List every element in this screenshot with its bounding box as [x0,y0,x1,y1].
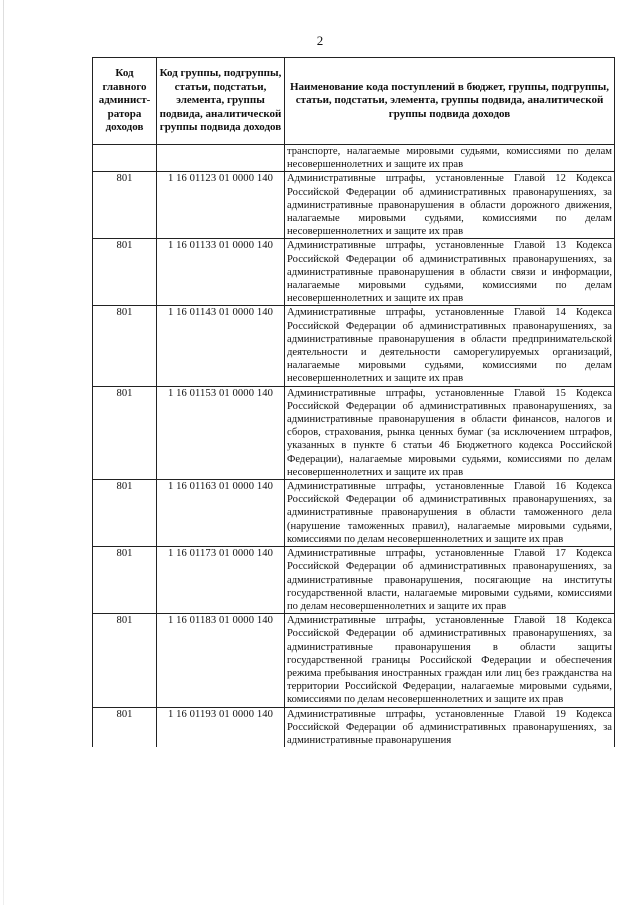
admin-code-cell: 801 [93,547,157,614]
page-number: 2 [316,33,324,48]
admin-code-cell: 801 [93,707,157,747]
revenue-name-cell: Административные штрафы, установленные Главой 19 Кодекса Российской Федерации об административных правонарушениях, за административные правонарушения [285,707,615,747]
table-row [93,480,615,547]
revenue-code-cell: 1 16 01123 01 0000 140 [157,172,285,239]
admin-code-cell: 801 [93,614,157,707]
admin-code-cell: 801 [93,172,157,239]
revenue-name-cell: Административные штрафы, установленные Главой 18 Кодекса Российской Федерации об административных правонарушениях, за административные правонарушения в области защиты государственной границы Российской Федерации и обеспечения режима пребывания иностранных граждан или лиц без гражданства на территории Российской Федерации, налагаемые мировыми судьями, комиссиями по делам несовершеннолетних и защите их прав [285,614,615,707]
continuation-code-cell [157,145,285,172]
header-name: Наименование кода поступлений в бюджет, группы, подгруппы, статьи, подстатьи, элемента, группы подвида, аналитической группы подвида доходов [285,58,615,145]
table-row [93,239,615,306]
table-row [93,386,615,479]
revenue-code-cell: 1 16 01193 01 0000 140 [157,707,285,747]
table-row [93,306,615,386]
revenue-name-cell: Административные штрафы, установленные Главой 13 Кодекса Российской Федерации об административных правонарушениях, за административные правонарушения в области связи и информации, налагаемые мировыми судьями, комиссиями по делам несовершеннолетних и защите их прав [285,239,615,306]
revenue-name-cell: Административные штрафы, установленные Главой 12 Кодекса Российской Федерации об административных правонарушениях, за административные правонарушения в области дорожного движения, налагаемые мировыми судьями, комиссиями по делам несовершеннолетних и защите их прав [285,172,615,239]
table-row [93,614,615,707]
revenue-name-cell: Административные штрафы, установленные Главой 15 Кодекса Российской Федерации об административных правонарушениях, за административные правонарушения в области финансов, налогов и сборов, страхования, рынка ценных бумаг (за исключением штрафов, указанных в пункте 6 статьи 46 Бюджетного кодекса Российской Федерации), налагаемые мировыми судьями, комиссиями по делам несовершеннолетних и защите их прав [285,386,615,479]
revenue-code-cell: 1 16 01133 01 0000 140 [157,239,285,306]
revenue-name-cell: Административные штрафы, установленные Главой 14 Кодекса Российской Федерации об административных правонарушениях, за административные правонарушения в области предпринимательской деятельности и деятельности саморегулируемых организаций, налагаемые мировыми судьями, комиссиями по делам несовершеннолетних и защите их прав [285,306,615,386]
table-row [93,707,615,747]
revenue-name-cell: Административные штрафы, установленные Главой 17 Кодекса Российской Федерации об административных правонарушениях, за административные правонарушения, посягающие на институты государственной власти, налагаемые мировыми судьями, комиссиями по делам несовершеннолетних и защите их прав [285,547,615,614]
revenue-code-cell: 1 16 01143 01 0000 140 [157,306,285,386]
header-group-code: Код группы, подгруппы, статьи, подстатьи, элемента, группы подвида, аналитической группы подвида доходов [157,58,285,145]
header-admin-code: Код главного админист-ратора доходов [93,58,157,145]
admin-code-cell: 801 [93,306,157,386]
revenue-code-cell: 1 16 01153 01 0000 140 [157,386,285,479]
table-row [93,547,615,614]
table-row [93,172,615,239]
admin-code-cell: 801 [93,386,157,479]
admin-code-cell: 801 [93,480,157,547]
revenue-name-cell: Административные штрафы, установленные Главой 16 Кодекса Российской Федерации об административных правонарушениях, за административные правонарушения в области таможенного дела (нарушение таможенных правил), налагаемые мировыми судьями, комиссиями по делам несовершеннолетних и защите их прав [285,480,615,547]
scan-edge-line [3,0,4,905]
revenue-codes-table [92,57,615,747]
continuation-row [93,145,615,172]
revenue-code-cell: 1 16 01173 01 0000 140 [157,547,285,614]
continuation-name-cell: транспорте, налагаемые мировыми судьями, комиссиями по делам несовершеннолетних и защите их прав [285,145,615,172]
table-header-row [93,58,615,145]
admin-code-cell: 801 [93,239,157,306]
revenue-code-cell: 1 16 01163 01 0000 140 [157,480,285,547]
revenue-code-cell: 1 16 01183 01 0000 140 [157,614,285,707]
continuation-admin-cell [93,145,157,172]
